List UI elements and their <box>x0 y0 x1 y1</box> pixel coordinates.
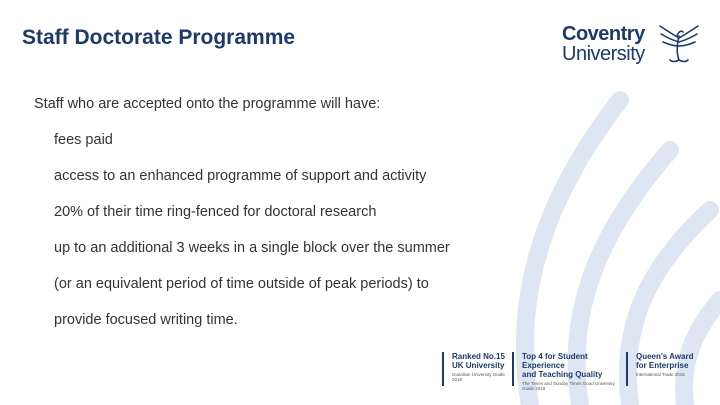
list-item: up to an additional 3 weeks in a single block over the summer <box>54 240 450 256</box>
award-heading: Queen's Award for Enterprise <box>636 352 694 370</box>
award-heading: Top 4 for Student Experience and Teaching Quality <box>522 352 603 379</box>
flame-watermark <box>470 40 720 405</box>
logo-line2: University <box>562 43 645 65</box>
award-source: The Times and Sunday Times Good University Guide 2018 <box>522 381 615 391</box>
slide-title: Staff Doctorate Programme <box>22 26 296 49</box>
intro-text: Staff who are accepted onto the programme will have: <box>34 96 381 112</box>
list-item: provide focused writing time. <box>54 312 238 328</box>
coventry-university-logo <box>562 24 702 66</box>
benefits-list <box>54 132 450 339</box>
award-student-experience <box>512 352 622 391</box>
award-enterprise <box>626 352 706 386</box>
logo-line1: Coventry <box>562 23 645 45</box>
list-item: (or an equivalent period of time outside of peak periods) to <box>54 276 429 292</box>
list-item: access to an enhanced programme of support and activity <box>54 168 427 184</box>
phoenix-icon <box>658 24 700 64</box>
award-heading: Ranked No.15 UK University <box>452 352 505 370</box>
award-source: International Trade 2015 <box>636 372 685 377</box>
award-ranking <box>442 352 510 386</box>
list-item: fees paid <box>54 132 113 148</box>
awards-strip <box>442 352 720 391</box>
award-source: Guardian University Guide 2018 <box>452 372 505 382</box>
list-item: 20% of their time ring-fenced for doctoral research <box>54 204 377 220</box>
